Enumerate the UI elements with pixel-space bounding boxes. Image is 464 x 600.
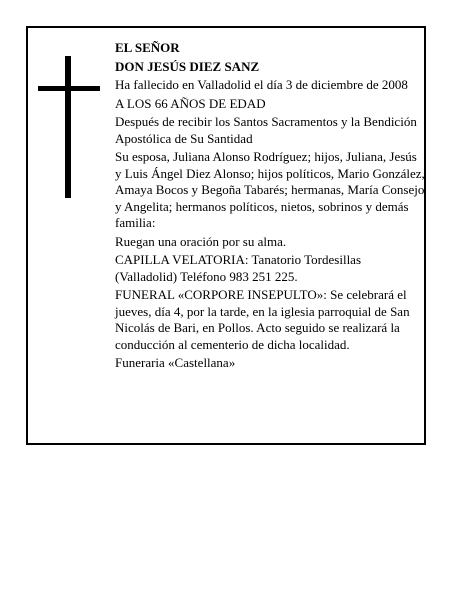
- prayer-request: Ruegan una oración por su alma.: [115, 233, 287, 249]
- age-statement: A LOS 66 AÑOS DE EDAD: [115, 95, 266, 111]
- deceased-name: DON JESÚS DIEZ SANZ: [115, 58, 260, 74]
- latin-cross-icon: [38, 56, 100, 198]
- funeral-info: FUNERAL «CORPORE INSEPULTO»: Se celebrará el jueves, día 4, por la tarde, en la iglesia parroquial de San Nicolás de Bari, en Pollos. Acto seguido se realizará la conducción al cementerio de dicha localidad.: [115, 287, 410, 352]
- death-statement: Ha fallecido en Valladolid el día 3 de diciembre de 2008: [115, 77, 408, 92]
- sacraments-statement: Después de recibir los Santos Sacramentos y la Bendición Apostólica de Su Santidad: [115, 114, 417, 146]
- obituary-notice: [26, 26, 426, 445]
- chapel-info: CAPILLA VELATORIA: Tanatorio Tordesillas (Valladolid) Teléfono 983 251 225.: [115, 252, 362, 284]
- notice-title: EL SEÑOR: [115, 40, 180, 55]
- notice-text: [115, 40, 425, 374]
- family-statement: Su esposa, Juliana Alonso Rodríguez; hijos, Juliana, Jesús y Luis Ángel Diez Alonso; hijos políticos, Mario González, Amaya Bocos y Begoña Tabarés; hermanas, María Consejo y Angelita; hermanos políticos, nietos, sobrinos y demás familia:: [115, 149, 425, 230]
- cross-vertical-bar: [65, 56, 71, 198]
- cross-horizontal-bar: [38, 86, 100, 91]
- funeral-home: Funeraria «Castellana»: [115, 355, 236, 370]
